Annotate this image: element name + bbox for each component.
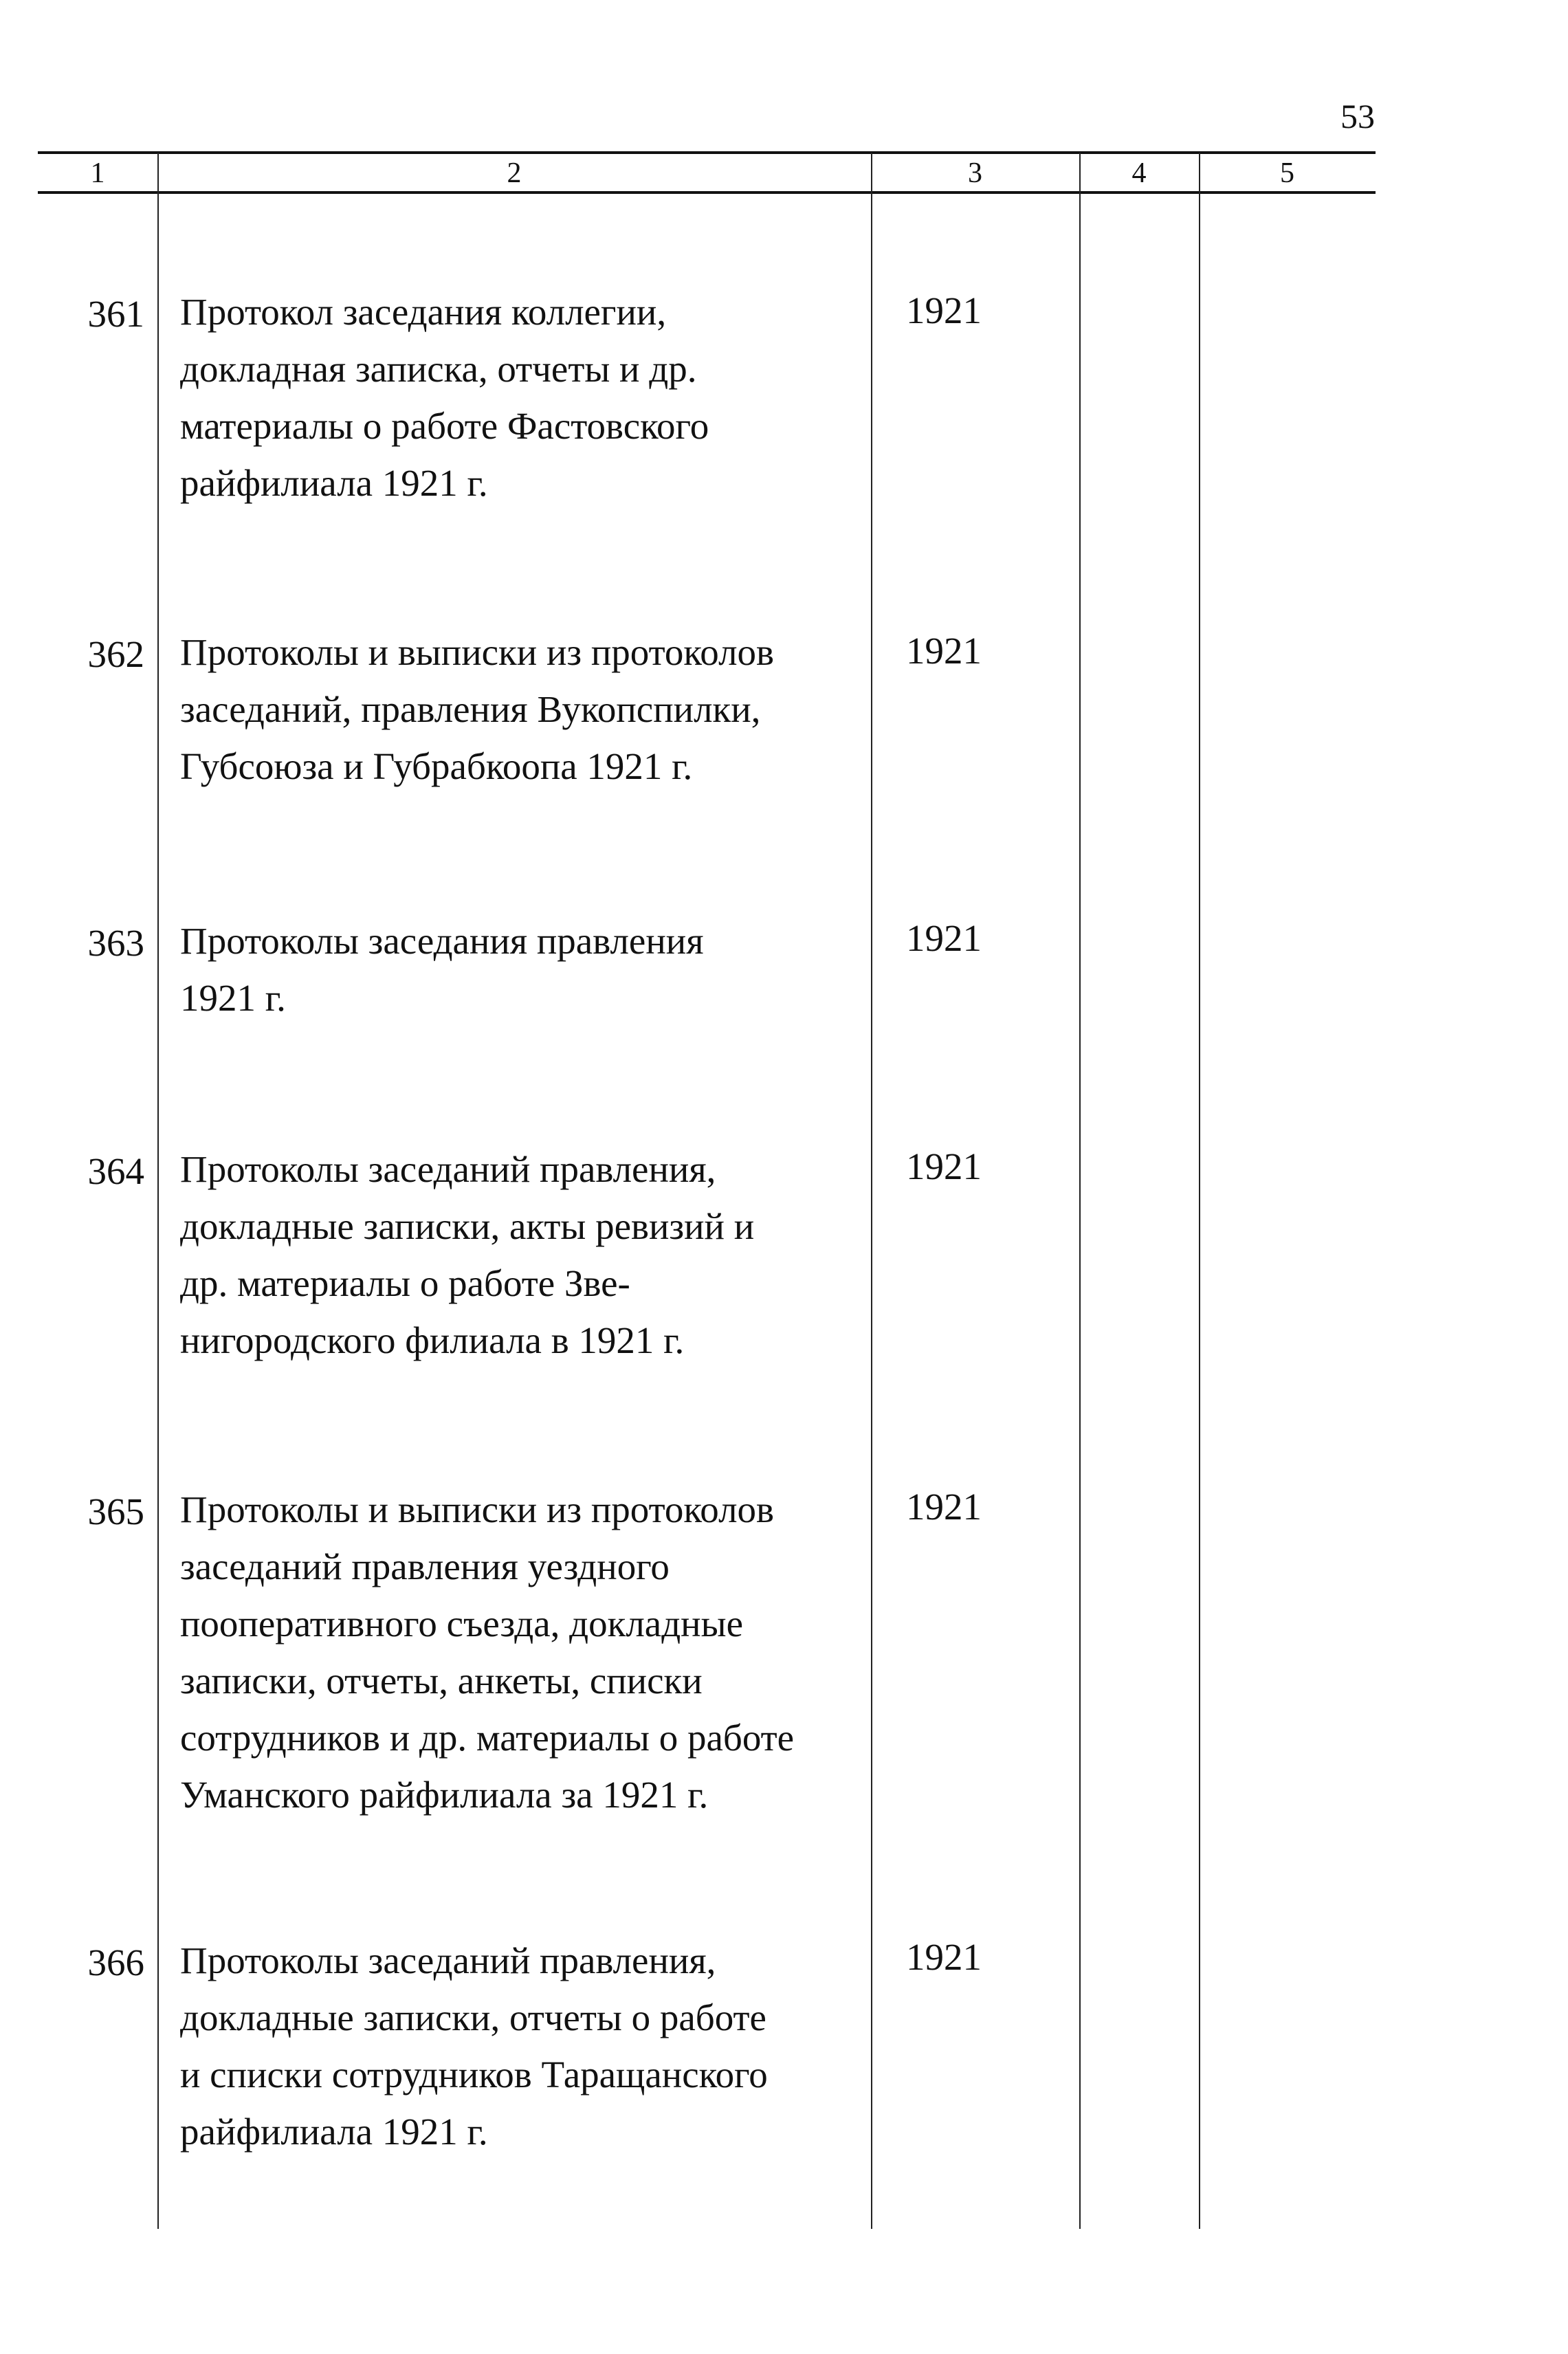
table-top-rule bbox=[38, 151, 1376, 154]
column-header-5: 5 bbox=[1280, 157, 1294, 189]
column-divider-4 bbox=[1199, 153, 1200, 2229]
description-line: Протоколы заседаний правления, bbox=[180, 1148, 716, 1190]
description-line: Протоколы заседаний правления, bbox=[180, 1939, 716, 1981]
row-number: 366 bbox=[87, 1942, 144, 1983]
description-line: заседаний правления уездного bbox=[180, 1546, 670, 1587]
row-number: 361 bbox=[87, 293, 144, 335]
description-line: докладная записка, отчеты и др. bbox=[180, 348, 697, 390]
row-year: 1921 bbox=[906, 630, 982, 672]
row-description bbox=[180, 1141, 850, 1369]
row-description bbox=[180, 912, 850, 1026]
description-line: райфилиала 1921 г. bbox=[180, 462, 488, 504]
description-line: Протоколы и выписки из протоколов bbox=[180, 1488, 774, 1530]
description-line: Протоколы заседания правления bbox=[180, 920, 704, 962]
column-header-3: 3 bbox=[968, 157, 982, 189]
row-year: 1921 bbox=[906, 289, 982, 331]
table-header-bottom-rule bbox=[38, 191, 1376, 194]
description-line: докладные записки, отчеты о работе bbox=[180, 1996, 766, 2038]
description-line: заседаний, правления Вукопспилки, bbox=[180, 688, 761, 730]
description-line: райфилиала 1921 г. bbox=[180, 2111, 488, 2153]
description-line: пооперативного съезда, докладные bbox=[180, 1603, 743, 1644]
column-header-1: 1 bbox=[90, 157, 105, 189]
description-line: Уманского райфилиала за 1921 г. bbox=[180, 1774, 709, 1816]
description-line: 1921 г. bbox=[180, 977, 286, 1019]
column-header-2: 2 bbox=[507, 157, 522, 189]
row-year: 1921 bbox=[906, 1145, 982, 1187]
description-line: Протоколы и выписки из протоколов bbox=[180, 631, 774, 673]
column-divider-2 bbox=[871, 153, 872, 2229]
description-line: материалы о работе Фастовского bbox=[180, 405, 709, 447]
page-number: 53 bbox=[1340, 97, 1375, 135]
column-divider-3 bbox=[1079, 153, 1081, 2229]
row-year: 1921 bbox=[906, 917, 982, 959]
row-description bbox=[180, 1481, 850, 1823]
description-line: и списки сотрудников Таращанского bbox=[180, 2054, 768, 2096]
row-year: 1921 bbox=[906, 1486, 982, 1528]
row-number: 364 bbox=[87, 1150, 144, 1192]
column-divider-1 bbox=[157, 153, 159, 2229]
row-description bbox=[180, 283, 850, 512]
row-description bbox=[180, 1932, 850, 2160]
row-number: 363 bbox=[87, 922, 144, 964]
description-line: Протокол заседания коллегии, bbox=[180, 291, 667, 333]
description-line: Губсоюза и Губрабкоопа 1921 г. bbox=[180, 745, 693, 787]
row-year: 1921 bbox=[906, 1936, 982, 1978]
description-line: др. материалы о работе Зве- bbox=[180, 1262, 630, 1304]
row-number: 362 bbox=[87, 633, 144, 675]
description-line: нигородского филиала в 1921 г. bbox=[180, 1319, 685, 1361]
description-line: записки, отчеты, анкеты, списки bbox=[180, 1660, 703, 1702]
row-description bbox=[180, 624, 850, 795]
column-header-4: 4 bbox=[1131, 157, 1147, 189]
row-number: 365 bbox=[87, 1490, 144, 1532]
description-line: докладные записки, акты ревизий и bbox=[180, 1205, 755, 1247]
description-line: сотрудников и др. материалы о работе bbox=[180, 1717, 795, 1759]
